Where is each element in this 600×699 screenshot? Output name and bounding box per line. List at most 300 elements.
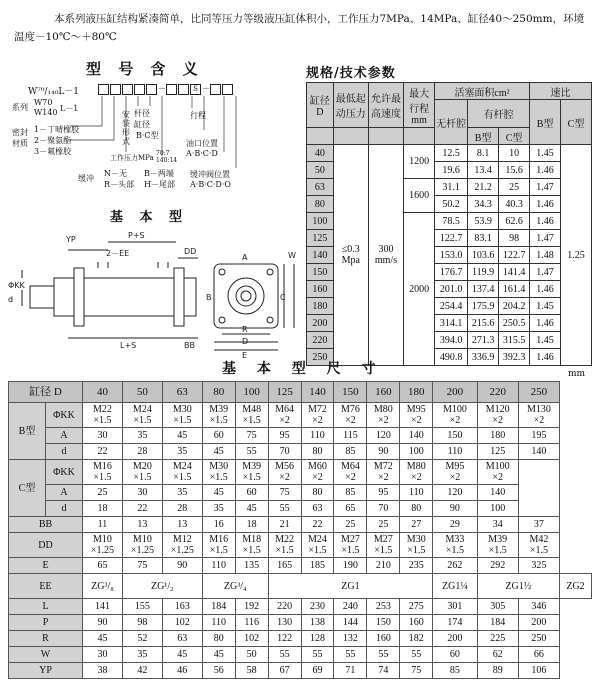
cell-line: M95 bbox=[445, 461, 465, 472]
table-row bbox=[9, 558, 592, 574]
c-a: 80 bbox=[301, 485, 334, 501]
cell-line: ×1.5 bbox=[93, 472, 112, 483]
c-d: 63 bbox=[301, 501, 334, 517]
b-d: 45 bbox=[202, 444, 235, 460]
spec-h-rod: 有杆腔 bbox=[468, 100, 530, 128]
row-value: 240 bbox=[334, 599, 367, 615]
row-value: 163 bbox=[162, 599, 202, 615]
spec-table bbox=[306, 82, 592, 366]
row-value: 150 bbox=[367, 615, 400, 631]
spec-value: 31.1 bbox=[435, 179, 468, 196]
spec-bore: 125 bbox=[307, 230, 334, 247]
table-row bbox=[9, 485, 592, 501]
spec-value: 10 bbox=[499, 145, 530, 162]
c-d: 22 bbox=[122, 501, 162, 517]
spec-value: 137.4 bbox=[468, 281, 499, 298]
row-value: 116 bbox=[235, 615, 268, 631]
spec-value: 392.3 bbox=[499, 349, 530, 366]
table-row bbox=[9, 615, 592, 631]
table-row bbox=[9, 631, 592, 647]
b-d: 90 bbox=[367, 444, 400, 460]
cell-line: ×2 bbox=[533, 415, 545, 426]
port-label: 油口位置 bbox=[186, 139, 218, 148]
c-d: 90 bbox=[433, 501, 477, 517]
e-value: 235 bbox=[400, 558, 433, 574]
a-label: A bbox=[46, 485, 83, 501]
spec-value: 15.6 bbox=[499, 162, 530, 179]
series-w140: W140 bbox=[34, 108, 58, 117]
cell-line: ×1.5 bbox=[173, 472, 192, 483]
d-label: d bbox=[46, 444, 83, 460]
cell-line: ×1.5 bbox=[374, 545, 393, 556]
rod-value: B·C型 bbox=[136, 131, 159, 140]
row-value: 184 bbox=[202, 599, 235, 615]
kk-label: ΦKK bbox=[46, 403, 83, 428]
spec-value: 12.5 bbox=[435, 145, 468, 162]
dim-ee: 2－EE bbox=[106, 249, 130, 258]
b-kk bbox=[202, 403, 235, 428]
spec-h-rod-b: B型 bbox=[468, 128, 499, 145]
b-a: 180 bbox=[477, 428, 518, 444]
spec-value: 315.5 bbox=[499, 332, 530, 349]
b-d: 55 bbox=[235, 444, 268, 460]
cell-line: ×2 bbox=[378, 472, 389, 483]
a-label: A bbox=[46, 428, 83, 444]
row-value: 55 bbox=[400, 647, 433, 663]
dim-ls: L+S bbox=[120, 341, 137, 350]
e-value: 190 bbox=[334, 558, 367, 574]
dim-d: d bbox=[8, 295, 14, 304]
cell-line: M130 bbox=[526, 404, 551, 415]
b-a: 115 bbox=[334, 428, 367, 444]
model-prefix: W⁷⁰/₁₄₀L－1 bbox=[28, 87, 80, 97]
spec-value: 204.2 bbox=[499, 298, 530, 315]
cell-line: M72 bbox=[373, 461, 393, 472]
b-type-label: B型 bbox=[9, 403, 46, 460]
e-value: 135 bbox=[235, 558, 268, 574]
dim-b: B bbox=[206, 293, 212, 302]
dd-value bbox=[400, 533, 433, 558]
cell-line: M80 bbox=[406, 461, 426, 472]
cell-line: M10 bbox=[132, 534, 152, 545]
bb-value: 29 bbox=[433, 517, 477, 533]
cell-line: ×1.5 bbox=[445, 545, 464, 556]
b-kk bbox=[122, 403, 162, 428]
valve-values: A·B·C·D·O bbox=[190, 180, 231, 189]
c-d: 45 bbox=[235, 501, 268, 517]
cell-line: ×1.5 bbox=[242, 415, 261, 426]
rod-label: 杆径 bbox=[134, 109, 150, 118]
spec-value: 250.5 bbox=[499, 315, 530, 332]
b-d: 28 bbox=[122, 444, 162, 460]
spec-value: 1.46 bbox=[530, 162, 561, 179]
c-kk bbox=[83, 460, 123, 485]
spec-value: 153.0 bbox=[435, 247, 468, 264]
row-value: 75 bbox=[400, 663, 433, 679]
b-a: 30 bbox=[83, 428, 123, 444]
row-value: 66 bbox=[518, 647, 559, 663]
dims-table bbox=[8, 381, 592, 679]
ee-value: ZG1½ bbox=[477, 574, 559, 599]
dim-d2: D bbox=[242, 337, 249, 346]
b-a: 45 bbox=[162, 428, 202, 444]
dd-value bbox=[367, 533, 400, 558]
row-value: 155 bbox=[122, 599, 162, 615]
port-values: A·B·C·D bbox=[186, 149, 218, 158]
row-value: 230 bbox=[301, 599, 334, 615]
spec-value: 1.46 bbox=[530, 349, 561, 366]
cell-line: ×1.5 bbox=[93, 415, 112, 426]
series-label: 系列 bbox=[12, 103, 28, 112]
row-value: 200 bbox=[433, 631, 477, 647]
seal-label: 密封材质 bbox=[12, 128, 28, 148]
rod-end bbox=[30, 286, 54, 308]
spec-stroke: 1200 bbox=[404, 145, 435, 179]
row-value: 35 bbox=[122, 647, 162, 663]
e-value: 210 bbox=[367, 558, 400, 574]
b-kk bbox=[400, 403, 433, 428]
bb-value: 22 bbox=[301, 517, 334, 533]
ee-value: ZG2 bbox=[559, 574, 591, 599]
spec-bore: 160 bbox=[307, 281, 334, 298]
b-a: 95 bbox=[268, 428, 301, 444]
row-value: 253 bbox=[367, 599, 400, 615]
c-a: 120 bbox=[433, 485, 477, 501]
table-row bbox=[9, 663, 592, 679]
table-row bbox=[9, 460, 592, 485]
row-value: 220 bbox=[268, 599, 301, 615]
spec-h-rod-c: C型 bbox=[499, 128, 530, 145]
table-row bbox=[9, 647, 592, 663]
spec-value: 490.8 bbox=[435, 349, 468, 366]
cell-line: ×2 bbox=[410, 415, 422, 426]
row-value: 132 bbox=[334, 631, 367, 647]
b-kk bbox=[334, 403, 367, 428]
b-kk bbox=[518, 403, 559, 428]
row-value: 102 bbox=[235, 631, 268, 647]
cell-line: M16 bbox=[209, 534, 229, 545]
row-value: 38 bbox=[83, 663, 123, 679]
spec-h-speed: 允许最高速度 bbox=[368, 83, 403, 128]
cell-line: ×2 bbox=[345, 472, 356, 483]
spec-value: 1.46 bbox=[530, 196, 561, 213]
c-a: 25 bbox=[83, 485, 123, 501]
row-value: 301 bbox=[433, 599, 477, 615]
dd-value bbox=[202, 533, 235, 558]
spec-value: 176.7 bbox=[435, 264, 468, 281]
c-d: 80 bbox=[400, 501, 433, 517]
cell-line: M80 bbox=[373, 404, 393, 415]
cell-line: ×1.25 bbox=[130, 545, 154, 556]
cell-line: M16 bbox=[93, 461, 112, 472]
spec-bore: 80 bbox=[307, 196, 334, 213]
install-label: 安装形式 bbox=[122, 110, 130, 146]
ee-label: EE bbox=[9, 574, 83, 599]
spec-value: 1.47 bbox=[530, 179, 561, 196]
cell-line: ×1.25 bbox=[90, 545, 115, 556]
dd-value bbox=[83, 533, 123, 558]
table-row bbox=[9, 599, 592, 615]
dims-bore: 100 bbox=[235, 382, 268, 403]
cylinder-drawing bbox=[8, 228, 300, 368]
dims-bore: 250 bbox=[518, 382, 559, 403]
stroke-label: 行程 bbox=[190, 111, 206, 120]
row-value: 102 bbox=[162, 615, 202, 631]
row-value: 225 bbox=[477, 631, 518, 647]
row-value: 45 bbox=[202, 647, 235, 663]
spec-h-ratio-c: C型 bbox=[561, 100, 592, 145]
c-a: 35 bbox=[162, 485, 202, 501]
dd-value bbox=[518, 533, 559, 558]
cell-line: ×1.25 bbox=[170, 545, 194, 556]
cell-line: ×1.5 bbox=[242, 545, 261, 556]
spec-value: 1.47 bbox=[530, 264, 561, 281]
b-a: 35 bbox=[122, 428, 162, 444]
row-value: 275 bbox=[400, 599, 433, 615]
spec-value: 201.0 bbox=[435, 281, 468, 298]
spec-h-ratio-b: B型 bbox=[530, 100, 561, 145]
cell-line: M12 bbox=[172, 534, 192, 545]
spec-value: 122.7 bbox=[499, 247, 530, 264]
c-d: 28 bbox=[162, 501, 202, 517]
row-value: 50 bbox=[235, 647, 268, 663]
cell-line: ×1.5 bbox=[341, 545, 360, 556]
table-row bbox=[9, 403, 592, 428]
cell-line: ×1.5 bbox=[209, 545, 228, 556]
spec-value: 122.7 bbox=[435, 230, 468, 247]
e-value: 292 bbox=[477, 558, 518, 574]
cell-line: ×1.5 bbox=[133, 415, 152, 426]
b-kk bbox=[268, 403, 301, 428]
cell-line: ×2 bbox=[312, 472, 323, 483]
model-code-boxes: － S － bbox=[98, 83, 234, 95]
cell-line: M30 bbox=[172, 404, 192, 415]
pressure-values: 70:7 140:14 bbox=[156, 150, 178, 164]
e-value: 90 bbox=[162, 558, 202, 574]
e-value: 325 bbox=[518, 558, 559, 574]
spec-bore: 100 bbox=[307, 213, 334, 230]
spec-bore: 180 bbox=[307, 298, 334, 315]
spec-value: 1.48 bbox=[530, 247, 561, 264]
dim-kk: ΦKK bbox=[8, 281, 25, 290]
bb-value: 13 bbox=[162, 517, 202, 533]
row-value: 89 bbox=[477, 663, 518, 679]
dims-bore: 220 bbox=[477, 382, 518, 403]
dim-ps: P+S bbox=[128, 231, 145, 240]
row-value: 182 bbox=[400, 631, 433, 647]
cushion-label: 缓冲 bbox=[78, 174, 94, 183]
spec-bore: 200 bbox=[307, 315, 334, 332]
cell-line: M27 bbox=[340, 534, 360, 545]
b-d: 140 bbox=[518, 444, 559, 460]
spec-value: 394.0 bbox=[435, 332, 468, 349]
cell-line: M30 bbox=[209, 461, 229, 472]
c-d: 35 bbox=[202, 501, 235, 517]
spec-value: 62.6 bbox=[499, 213, 530, 230]
cell-line: M100 bbox=[442, 404, 467, 415]
dd-value bbox=[235, 533, 268, 558]
dim-w: W bbox=[288, 251, 296, 260]
spec-value: 1.46 bbox=[530, 315, 561, 332]
c-d: 18 bbox=[83, 501, 123, 517]
c-a: 85 bbox=[334, 485, 367, 501]
spec-value: 1.45 bbox=[530, 298, 561, 315]
cell-line: M24 bbox=[132, 404, 152, 415]
c-kk bbox=[433, 460, 477, 485]
spec-value: 1.45 bbox=[530, 145, 561, 162]
row-value: 58 bbox=[235, 663, 268, 679]
cell-line: ×1.5 bbox=[209, 415, 228, 426]
spec-value: 21.2 bbox=[468, 179, 499, 196]
d-label: d bbox=[46, 501, 83, 517]
dims-bore: 50 bbox=[122, 382, 162, 403]
cell-line: ×2 bbox=[449, 415, 461, 426]
row-value: 52 bbox=[122, 631, 162, 647]
dim-yp: YP bbox=[66, 235, 76, 244]
row-value: 45 bbox=[83, 631, 123, 647]
spec-bore: 140 bbox=[307, 247, 334, 264]
ee-value: ZG1 bbox=[268, 574, 433, 599]
cell-line: M60 bbox=[308, 461, 327, 472]
spec-bore: 50 bbox=[307, 162, 334, 179]
unit-mm: mm bbox=[568, 369, 586, 379]
b-a: 110 bbox=[301, 428, 334, 444]
bb-value: 16 bbox=[202, 517, 235, 533]
cell-line: M30 bbox=[406, 534, 426, 545]
c-d: 65 bbox=[334, 501, 367, 517]
bb-value: 27 bbox=[400, 517, 433, 533]
bore-label: 缸径 bbox=[134, 120, 150, 129]
c-a: 140 bbox=[477, 485, 518, 501]
row-label: L bbox=[9, 599, 83, 615]
c-kk bbox=[202, 460, 235, 485]
spec-value: 8.1 bbox=[468, 145, 499, 162]
cell-line: ×2 bbox=[449, 472, 461, 483]
dims-bore: 140 bbox=[301, 382, 334, 403]
dim-c: C bbox=[280, 293, 286, 302]
c-kk bbox=[334, 460, 367, 485]
cell-line: ×2 bbox=[492, 472, 504, 483]
row-value: 55 bbox=[334, 647, 367, 663]
spec-value: 1.47 bbox=[530, 230, 561, 247]
row-value: 200 bbox=[518, 615, 559, 631]
b-a: 140 bbox=[400, 428, 433, 444]
cell-line: ×1.5 bbox=[209, 472, 228, 483]
spec-bore: 220 bbox=[307, 332, 334, 349]
cell-line: ×2 bbox=[345, 415, 356, 426]
e-value: 262 bbox=[433, 558, 477, 574]
spec-value: 50.2 bbox=[435, 196, 468, 213]
c-kk bbox=[235, 460, 268, 485]
row-value: 184 bbox=[477, 615, 518, 631]
cell-line: ×2 bbox=[279, 415, 290, 426]
spec-h-minp: 最低起动压力 bbox=[333, 83, 368, 128]
row-value: 63 bbox=[162, 631, 202, 647]
spec-value: 40.3 bbox=[499, 196, 530, 213]
c-kk bbox=[122, 460, 162, 485]
table-row bbox=[9, 382, 592, 403]
dd-value bbox=[122, 533, 162, 558]
cell-line: ×1.5 bbox=[407, 545, 426, 556]
basic-title: 基 本 型 bbox=[110, 210, 189, 225]
cell-line: M27 bbox=[373, 534, 393, 545]
b-d: 125 bbox=[477, 444, 518, 460]
c-type-label: C型 bbox=[9, 460, 46, 517]
table-row bbox=[9, 428, 592, 444]
spec-h-rodless: 无杆腔 bbox=[435, 100, 468, 145]
cell-line: M24 bbox=[308, 534, 327, 545]
spec-title: 规格/技术参数 bbox=[306, 66, 396, 81]
row-value: 69 bbox=[301, 663, 334, 679]
c-a: 45 bbox=[202, 485, 235, 501]
b-d: 100 bbox=[400, 444, 433, 460]
row-value: 55 bbox=[301, 647, 334, 663]
row-value: 144 bbox=[334, 615, 367, 631]
series-w70: W70 bbox=[34, 98, 53, 107]
dims-bore: 150 bbox=[334, 382, 367, 403]
row-value: 160 bbox=[400, 615, 433, 631]
c-a: 30 bbox=[122, 485, 162, 501]
bb-value: 11 bbox=[83, 517, 123, 533]
cell-line: M22 bbox=[275, 534, 295, 545]
spec-value: 103.6 bbox=[468, 247, 499, 264]
bb-value: 25 bbox=[334, 517, 367, 533]
spec-bore: 250 bbox=[307, 349, 334, 366]
dims-bore: 200 bbox=[433, 382, 477, 403]
row-value: 128 bbox=[301, 631, 334, 647]
b-kk bbox=[162, 403, 202, 428]
cell-line: M39 bbox=[488, 534, 508, 545]
cell-line: ×2 bbox=[279, 472, 290, 483]
c-d: 100 bbox=[477, 501, 518, 517]
table-row bbox=[9, 501, 592, 517]
row-value: 46 bbox=[162, 663, 202, 679]
b-a: 150 bbox=[433, 428, 477, 444]
row-value: 130 bbox=[268, 615, 301, 631]
spec-value: 1.45 bbox=[530, 332, 561, 349]
spec-min-pressure: ≤0.3 Mpa bbox=[333, 145, 368, 366]
cell-line: M95 bbox=[406, 404, 426, 415]
b-a: 75 bbox=[235, 428, 268, 444]
cell-line: ×2 bbox=[410, 472, 422, 483]
row-value: 55 bbox=[268, 647, 301, 663]
cell-line: M22 bbox=[93, 404, 112, 415]
spec-bore: 150 bbox=[307, 264, 334, 281]
bb-value: 25 bbox=[367, 517, 400, 533]
row-value: 305 bbox=[477, 599, 518, 615]
c-d: 70 bbox=[367, 501, 400, 517]
row-value: 192 bbox=[235, 599, 268, 615]
cell-line: M42 bbox=[529, 534, 549, 545]
b-kk bbox=[301, 403, 334, 428]
dims-bore: 125 bbox=[268, 382, 301, 403]
row-value: 45 bbox=[162, 647, 202, 663]
c-d: 55 bbox=[268, 501, 301, 517]
cell-line: M120 bbox=[485, 404, 510, 415]
dims-title: 基 本 型 尺 寸 bbox=[222, 361, 384, 377]
cell-line: M56 bbox=[275, 461, 295, 472]
spec-value: 254.4 bbox=[435, 298, 468, 315]
e-value: 75 bbox=[122, 558, 162, 574]
spec-value: 215.6 bbox=[468, 315, 499, 332]
b-a: 195 bbox=[518, 428, 559, 444]
seal-item-3: 3－氟橡胶 bbox=[34, 147, 72, 156]
model-code-diagram bbox=[10, 82, 300, 194]
dd-value bbox=[334, 533, 367, 558]
row-value: 80 bbox=[202, 631, 235, 647]
dims-bore: 40 bbox=[83, 382, 123, 403]
cell-line: M24 bbox=[172, 461, 192, 472]
